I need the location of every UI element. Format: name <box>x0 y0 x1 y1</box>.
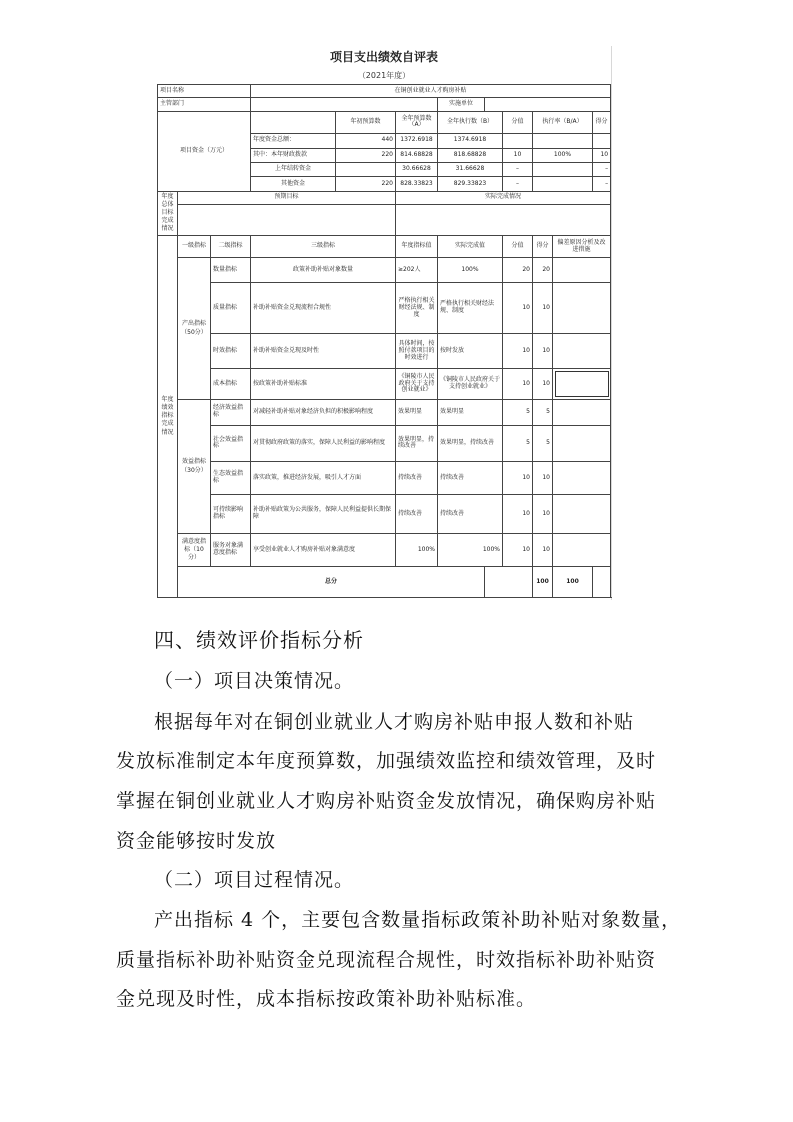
subsection-1-title: （一）项目决策情况。 <box>154 670 355 692</box>
goals-label: 年度总体目标完成情况 <box>158 191 178 235</box>
table-year: （2021年度） <box>357 71 411 80</box>
paragraph-1-line: 根据每年对在铜创业就业人才购房补贴申报人数和补贴 <box>154 711 635 733</box>
total-label: 总分 <box>178 567 485 598</box>
paragraph-2-line: 产出指标 4 个，主要包含数量指标政策补助补贴对象数量， <box>154 909 682 931</box>
table-row: 生态效益指标 落实政策，推进经济发展，吸引人才方面 持续改善 持续改善 10 10 <box>158 462 611 495</box>
table-row: 其他资金 220 828.33823 829.33823 – – <box>158 177 611 191</box>
table-row: 社会效益指标 对贯彻政府政策的落实，保障人民利益的影响程度 效果明显，持续改善 效果明显，持续改善 5 5 <box>158 425 611 462</box>
table-row <box>158 191 611 204</box>
funds-header-points: 得分 <box>593 111 611 134</box>
project-name-value: 在铜创业就业人才购房补贴 <box>251 85 611 98</box>
perf-label: 年度绩效指标完成情况 <box>158 235 178 597</box>
table-row: 成本指标 按政策补助补贴标准 《铜陵市人民政府关于支持创业就业》 《铜陵市人民政府关于支持创业就业》 10 10 <box>158 369 611 400</box>
paragraph-2-line: 金兑现及时性，成本指标按政策补助补贴标准。 <box>116 988 537 1010</box>
evaluation-grid <box>157 84 611 598</box>
actual-goal-value <box>396 204 611 235</box>
performance-self-evaluation-table <box>157 46 612 600</box>
paragraph-1-line: 资金能够按时发放 <box>116 830 277 852</box>
funds-label: 项目资金（万元） <box>158 111 251 191</box>
paragraph-1-line: 掌握在铜创业就业人才购房补贴资金发放情况，确保购房补贴 <box>116 790 657 812</box>
expected-goal-label: 预期目标 <box>178 191 396 204</box>
table-title: 项目支出绩效自评表 <box>329 50 438 64</box>
table-row <box>158 98 611 111</box>
table-row: 其中：本年财政拨款 220 814.68828 818.68828 10 100% 10 <box>158 148 611 162</box>
table-row <box>158 204 611 235</box>
table-row: 可持续影响指标 补助补贴政策为公共服务，保障人民利益提供长期保障 持续改善 持续改善 10 10 <box>158 495 611 534</box>
table-row: 满意度指标（10分） 服务对象满意度指标 享受创业就业人才购房补贴对象满意度 100% 100% 10 10 <box>158 534 611 567</box>
total-got: 100 <box>553 567 593 598</box>
table-row <box>158 85 611 98</box>
table-row <box>158 567 611 598</box>
funds-header-rate: 执行率（B/A） <box>533 111 593 134</box>
output-label: 产出指标（50分） <box>178 258 211 400</box>
selected-cell[interactable] <box>553 369 611 400</box>
table-row <box>158 111 611 134</box>
funds-header-annual: 全年预算数（A） <box>396 111 438 134</box>
table-row: 质量指标 补助补贴资金兑现流程合规性 严格执行相关财经法规、制度 严格执行相关财经法规、制度 10 10 <box>158 282 611 333</box>
funds-header-executed: 全年执行数（B） <box>438 111 503 134</box>
funds-header-initial: 年初预算数 <box>336 111 396 134</box>
project-name-label: 项目名称 <box>158 85 251 98</box>
paragraph-2-line: 质量指标补助补贴资金兑现流程合规性，时效指标补助补贴资 <box>116 949 657 971</box>
table-row: 效益指标（30分） 经济效益指标 对减轻补助补贴对象经济负担的积极影响程度 效果明显 效果明显 5 5 <box>158 399 611 425</box>
table-row: 产出指标（50分） 数量指标 政策补助补贴对象数量 ≥202人 100% 20 20 <box>158 258 611 283</box>
subsection-2-title: （二）项目过程情况。 <box>154 869 355 891</box>
total-score: 100 <box>533 567 553 598</box>
satisfaction-label: 满意度指标（10分） <box>178 534 211 567</box>
actual-goal-label: 实际完成情况 <box>396 191 611 204</box>
table-row: 年度资金总额： 440 1372.6918 1374.6918 <box>158 134 611 148</box>
dept-label: 主管部门 <box>158 98 251 111</box>
expected-goal-value <box>178 204 396 235</box>
table-row: 上年结转资金 30.66628 31.66628 – – <box>158 162 611 176</box>
section-heading: 四、绩效评价指标分析 <box>154 628 364 652</box>
impl-unit-label: 实施单位 <box>438 98 485 111</box>
impl-unit-value <box>485 98 611 111</box>
effect-label: 效益指标（30分） <box>178 399 211 533</box>
table-row: 年度绩效指标完成情况 一级指标 二级指标 三级指标 年度指标值 实际完成值 分值 得分 偏差原因分析及改进措施 <box>158 235 611 258</box>
paragraph-1-line: 发放标准制定本年度预算数，加强绩效监控和绩效管理，及时 <box>116 750 657 772</box>
table-row: 时效指标 补助补贴资金兑现及时性 具体时间，按照付款项目的时效进行 按时发放 10 10 <box>158 334 611 369</box>
funds-header-score: 分值 <box>503 111 533 134</box>
dept-value <box>251 98 438 111</box>
